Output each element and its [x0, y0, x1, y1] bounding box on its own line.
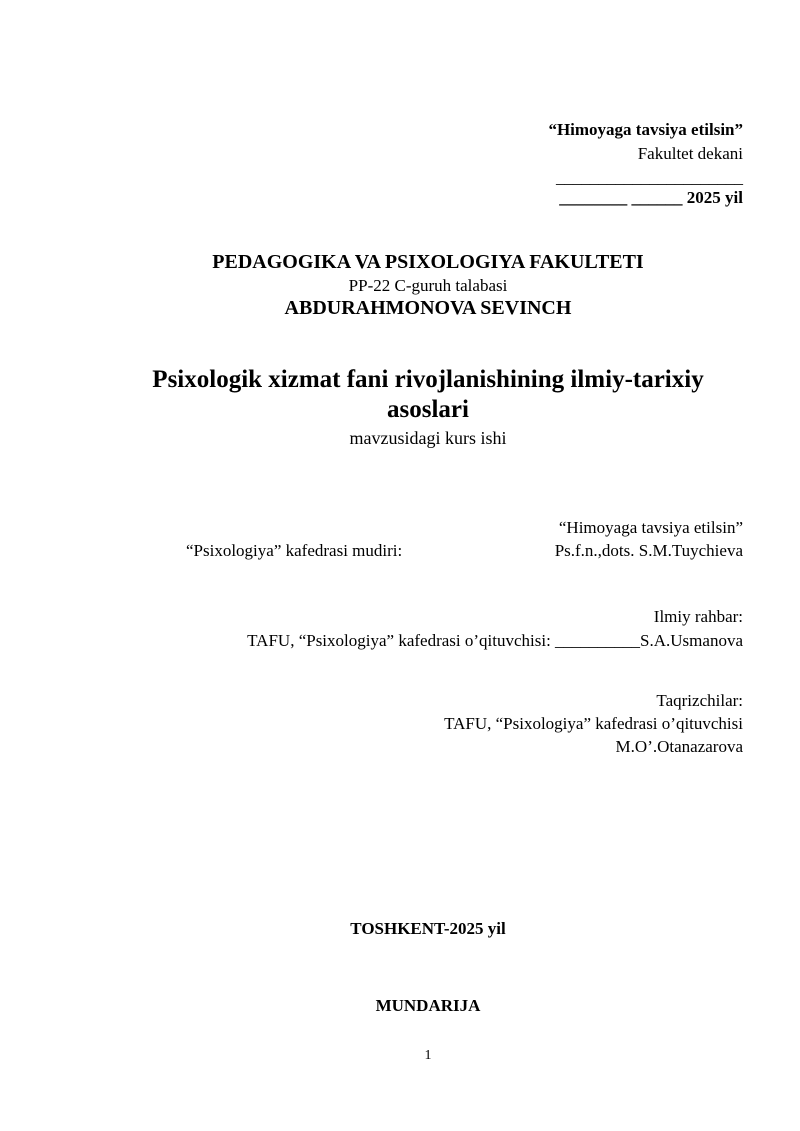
department-head-name: Ps.f.n.,dots. S.M.Tuychieva [554, 541, 743, 560]
student-group: PP-22 C-guruh talabasi [348, 276, 508, 295]
contents-heading: MUNDARIJA [375, 996, 481, 1015]
faculty-name: PEDAGOGIKA VA PSIXOLOGIYA FAKULTETI [212, 251, 644, 273]
reviewers-label: Taqrizchilar: [656, 691, 743, 710]
approval-signature-line: ______________________ [556, 168, 743, 187]
reviewers-line: TAFU, “Psixologiya” kafedrasi o’qituvchisi [444, 714, 743, 733]
reviewers-name: M.O’.Otanazarova [615, 737, 743, 756]
topic-title-line-1: Psixologik xizmat fani rivojlanishining ilmiy-tarixiy [152, 366, 704, 393]
department-recommend: “Himoyaga tavsiya etilsin” [558, 518, 743, 537]
student-name: ABDURAHMONOVA SEVINCH [284, 297, 572, 319]
approval-heading: “Himoyaga tavsiya etilsin” [548, 120, 743, 139]
topic-title-line-2: asoslari [387, 396, 469, 423]
approval-date-line: ________ ______ 2025 yil [559, 188, 743, 207]
approval-role: Fakultet dekani [637, 144, 743, 163]
supervisor-label: Ilmiy rahbar: [653, 607, 743, 626]
supervisor-line: TAFU, “Psixologiya” kafedrasi o’qituvchisi: __________S.A.Usmanova [247, 631, 743, 650]
department-head-label: “Psixologiya” kafedrasi mudiri: [186, 541, 403, 560]
page-number: 1 [424, 1048, 432, 1063]
city-year: TOSHKENT-2025 yil [350, 919, 506, 938]
topic-subtitle: mavzusidagi kurs ishi [349, 428, 507, 448]
